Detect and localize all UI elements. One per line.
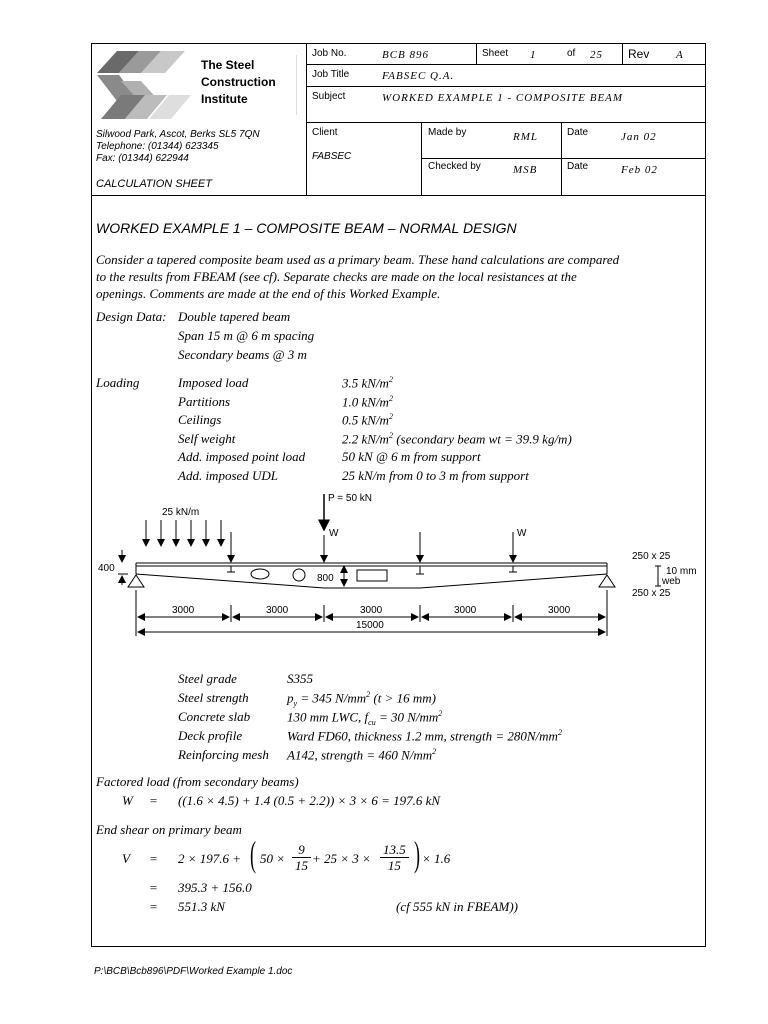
equals-3: =: [149, 880, 158, 895]
w-label-2: W: [517, 528, 527, 539]
client: FABSEC: [312, 151, 352, 162]
sheet-divider: [476, 43, 477, 64]
header-rule-3: [306, 122, 706, 123]
rev-divider: [622, 43, 623, 64]
opening-rectangular: [357, 570, 387, 581]
frac1-den: 15: [295, 858, 308, 873]
rev: A: [676, 49, 684, 61]
material-value: Ward FD60, thickness 1.2 mm, strength = $280N/mm^2$: [287, 728, 562, 744]
date-2: Feb 02: [621, 164, 658, 176]
checked-by-label: Checked by: [428, 161, 481, 172]
factored-load-label: Factored load (from secondary beams): [96, 774, 299, 789]
header-rule-2: [306, 86, 706, 87]
material-value: A142, strength = 460 $N/mm^2$: [287, 747, 437, 763]
point-load-label: P = 50 kN: [328, 493, 373, 504]
span-label-3: 3000: [360, 605, 383, 616]
loading-label: Loading: [96, 375, 140, 390]
made-by: RML: [513, 131, 538, 143]
mid-depth-label: 800: [317, 573, 334, 584]
loading-value: 1.0 $kN/m^2$: [342, 393, 393, 409]
page-title: WORKED EXAMPLE 1 – COMPOSITE BEAM – NORMAL DESIGN: [96, 220, 517, 236]
design-data-3: Secondary beams @ 3 m: [178, 347, 307, 362]
total-span-label: 15000: [356, 620, 384, 631]
left-paren: (: [250, 834, 256, 874]
address-block: [96, 129, 260, 165]
loading-value: 2.2 $kN/m^2$ (secondary beam wt = 39.9 kg/m): [342, 430, 572, 446]
sheet-total: 25: [590, 49, 603, 61]
w-label-1: W: [329, 528, 339, 539]
span-label-1: 3000: [172, 605, 195, 616]
equals-4: =: [149, 899, 158, 914]
fraction-13-5-15: [380, 842, 409, 873]
frac1-num: 9: [292, 842, 311, 858]
of-label: of: [567, 48, 576, 59]
opening-circular: [293, 569, 305, 581]
job-no-label: Job No.: [312, 48, 347, 59]
loading-name: Add. imposed UDL: [178, 467, 279, 483]
tapered-beam: [136, 563, 607, 588]
job-no: BCB 896: [382, 49, 430, 61]
frac2-den: 15: [387, 858, 401, 873]
intro-line-3: openings. Comments are made at the end of this Worked Example.: [96, 286, 441, 301]
web-label: 10 mm: [666, 566, 697, 577]
date-label-1: Date: [567, 127, 589, 138]
design-data-1: Double tapered beam: [178, 309, 291, 324]
end-shear-label: End shear on primary beam: [96, 822, 242, 837]
material-name: Steel strength: [178, 690, 249, 705]
logo-line-1: The Steel: [201, 58, 255, 72]
sci-logo-icon: [95, 45, 205, 123]
left-support-icon: [128, 575, 144, 587]
web-word: web: [662, 576, 681, 587]
v-symbol: V: [122, 851, 130, 866]
right-paren: ): [414, 834, 420, 874]
subject: WORKED EXAMPLE 1 - COMPOSITE BEAM: [382, 92, 624, 104]
sheet-label: Sheet: [482, 48, 509, 59]
subject-label: Subject: [312, 91, 346, 102]
checked-by: MSB: [513, 164, 538, 176]
design-data-label: Design Data:: [96, 309, 167, 324]
v-part-1: 2 × 197.6 +: [178, 851, 242, 866]
file-path: P:\BCB\Bcb896\PDF\Worked Example 1.doc: [94, 966, 293, 977]
intro-line-2: to the results from FBEAM (see cf). Separate checks are made on the local resistances at the: [96, 269, 577, 284]
loading-value: 50 kN @ 6 m from support: [342, 449, 481, 464]
w-symbol: W: [122, 793, 133, 808]
beam-diagram: [92, 490, 704, 640]
factored-load-equation: ((1.6 × 4.5) + 1.4 (0.5 + 2.2)) × 3 × 6 = 197.6 kN: [178, 793, 441, 808]
loading-value: 25 kN/m from 0 to 3 m from support: [342, 467, 529, 483]
loading-name: Partitions: [178, 393, 231, 409]
date-1: Jan 02: [621, 131, 657, 143]
date-label-2: Date: [567, 161, 589, 172]
flange-top-label: 250 x 25: [632, 551, 671, 562]
material-name: Reinforcing mesh: [178, 747, 269, 762]
client-label: Client: [312, 127, 338, 138]
flange-bot-label: 250 x 25: [632, 588, 671, 599]
material-value: $p_y = 345$ $N/mm^2$ (t > 16 mm): [287, 690, 436, 708]
v-term-b: + 25 × 3 ×: [312, 851, 371, 866]
loading-value: 3.5 $kN/m^2$: [342, 375, 393, 391]
v-line-3: 551.3 kN: [178, 899, 225, 914]
header-rule-4: [421, 158, 706, 159]
material-value: 130 mm LWC, $f_{cu} = 30$ $N/mm^2$: [287, 709, 443, 727]
intro-line-1: Consider a tapered composite beam used as a primary beam. These hand calculations are compared: [96, 252, 620, 267]
telephone: Telephone: (01344) 623345: [96, 141, 219, 152]
sheet-no: 1: [530, 49, 537, 61]
udl-arrows: [146, 520, 221, 546]
loading-name: Imposed load: [178, 375, 249, 390]
intro-paragraph: [96, 251, 706, 302]
made-by-label: Made by: [428, 127, 467, 138]
date-divider: [561, 122, 562, 195]
equals-1: =: [149, 793, 158, 808]
opening-elliptical: [251, 569, 269, 579]
material-name: Concrete slab: [178, 709, 251, 724]
frac2-num: 13.5: [380, 842, 409, 858]
v-term-c: × 1.6: [422, 851, 451, 866]
v-term-a: 50 ×: [260, 851, 286, 866]
v-cf-note: (cf 555 kN in FBEAM)): [396, 899, 519, 914]
material-name: Steel grade: [178, 671, 237, 686]
span-label-5: 3000: [548, 605, 571, 616]
header-rule-1: [306, 64, 706, 65]
fax: Fax: (01344) 622944: [96, 153, 189, 164]
address: Silwood Park, Ascot, Berks SL5 7QN: [96, 129, 260, 140]
header-bottom-rule: [91, 195, 706, 196]
rev-label: Rev: [628, 47, 650, 61]
loading-name: Add. imposed point load: [178, 449, 306, 464]
logo-line-3: Institute: [201, 92, 248, 106]
job-title: FABSEC Q.A.: [382, 70, 455, 82]
logo-line-2: Construction: [201, 75, 276, 89]
span-label-4: 3000: [454, 605, 477, 616]
material-value: S355: [287, 671, 313, 686]
fraction-9-15: [292, 842, 311, 873]
loading-name: Self weight: [178, 430, 236, 446]
material-name: Deck profile: [178, 728, 243, 743]
v-line-2: 395.3 + 156.0: [178, 880, 252, 895]
design-data-2: Span 15 m @ 6 m spacing: [178, 328, 315, 343]
loading-value: 0.5 $kN/m^2$: [342, 412, 393, 428]
job-title-label: Job Title: [312, 69, 350, 80]
right-support-icon: [599, 575, 615, 587]
header-divider: [306, 43, 307, 195]
end-depth-label: 400: [98, 563, 115, 574]
span-label-2: 3000: [266, 605, 289, 616]
loading-name: Ceilings: [178, 412, 222, 427]
udl-label: 25 kN/m: [162, 507, 200, 518]
client-divider: [421, 122, 422, 195]
equals-2: =: [149, 851, 158, 866]
sheet-type: CALCULATION SHEET: [96, 178, 212, 190]
